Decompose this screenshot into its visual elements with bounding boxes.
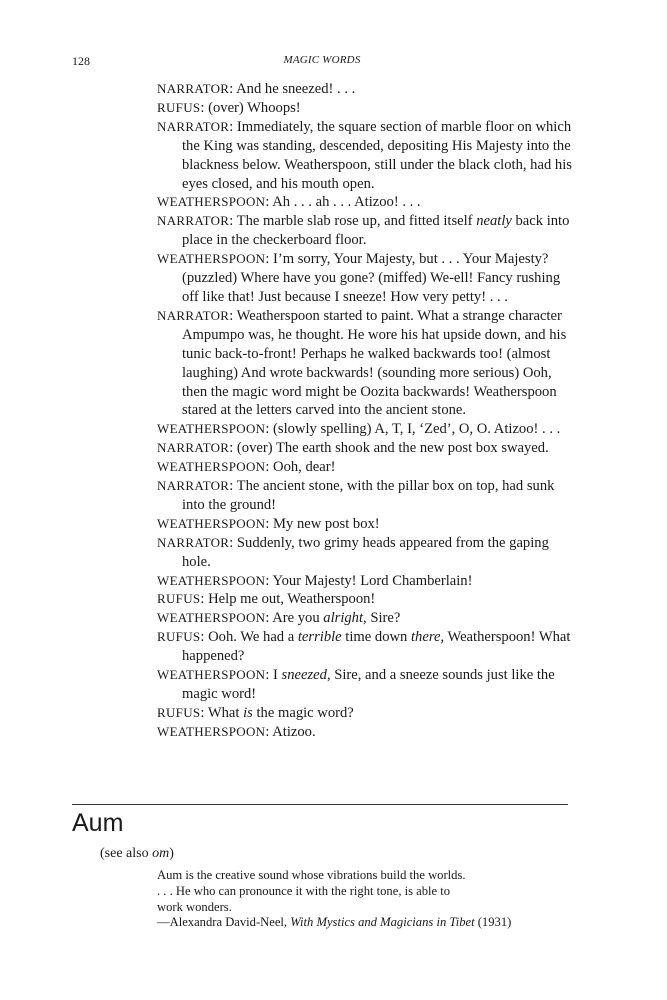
dialogue-text: : (slowly spelling) A, T, I, ‘Zed’, O, O. Atizoo! . . . bbox=[265, 421, 561, 438]
dialogue-text: the magic word? bbox=[252, 704, 354, 721]
dialogue-line bbox=[157, 99, 575, 118]
see-also-suffix: ) bbox=[169, 846, 174, 861]
dialogue-text: , Sire, and a sneeze sounds just like the magic word! bbox=[182, 667, 555, 702]
source-suffix: (1931) bbox=[474, 915, 512, 930]
dialogue-line bbox=[157, 704, 575, 723]
dialogue-text: : I’m sorry, Your Majesty, but . . . Your Majesty? (puzzled) Where have you gone? (miffed) We-ell! Fancy rushing off like that! Just because I sneeze! How very petty! . . . bbox=[182, 251, 561, 305]
speaker-name: WEATHERSPOON bbox=[157, 515, 266, 531]
section-divider bbox=[72, 804, 568, 805]
page-header bbox=[72, 54, 572, 70]
dialogue-text: : Weatherspoon started to paint. What a strange character Ampumpo was, he thought. He wore his hat upside down, and his tunic back-to-front! Perhaps he walked backwards too! (almost laughing) And wrote backwards! (sounding more serious) Ooh, then the magic word might be Oozita backwards! Weatherspoon stared at the letters carved into the ancient stone. bbox=[182, 307, 567, 419]
dialogue-text: : Help me out, Weatherspoon! bbox=[200, 591, 376, 608]
speaker-name: NARRATOR bbox=[157, 534, 230, 550]
dialogue-line bbox=[157, 80, 575, 99]
dialogue-text: : Ooh, dear! bbox=[265, 459, 336, 476]
dialogue-text: : And he sneezed! . . . bbox=[229, 81, 356, 97]
speaker-name: NARRATOR bbox=[157, 478, 230, 494]
dialogue-text: : Suddenly, two grimy heads appeared from the gaping hole. bbox=[182, 534, 549, 570]
dialogue-line bbox=[157, 723, 575, 742]
dialogue-line bbox=[157, 590, 575, 609]
emphasis-text: alright bbox=[323, 610, 364, 627]
dialogue-line bbox=[157, 628, 575, 666]
see-also bbox=[100, 846, 174, 862]
dialogue-text: : Ooh. We had a bbox=[200, 629, 298, 646]
dialogue-text: : My new post box! bbox=[265, 515, 380, 532]
source-prefix: —Alexandra David-Neel, bbox=[157, 915, 291, 930]
dialogue-line bbox=[157, 666, 575, 704]
emphasis-text: neatly bbox=[476, 213, 512, 230]
dialogue-line bbox=[157, 572, 575, 591]
speaker-name: RUFUS bbox=[157, 704, 201, 720]
speaker-name: NARRATOR bbox=[157, 307, 230, 323]
dialogue-line bbox=[157, 439, 575, 458]
emphasis-text: sneezed bbox=[281, 667, 327, 684]
speaker-name: RUFUS bbox=[157, 99, 201, 115]
dialogue-text: : Atizoo. bbox=[265, 723, 316, 740]
dialogue-text: , Weatherspoon! What happened? bbox=[182, 629, 571, 665]
speaker-name: RUFUS bbox=[157, 591, 201, 607]
dialogue-line bbox=[157, 420, 575, 439]
dialogue-line bbox=[157, 307, 575, 420]
speaker-name: NARRATOR bbox=[157, 213, 230, 229]
speaker-name: WEATHERSPOON bbox=[157, 194, 266, 210]
speaker-name: WEATHERSPOON bbox=[157, 421, 266, 437]
dialogue-text: : I bbox=[265, 667, 282, 684]
dialogue-text: : The marble slab rose up, and fitted itself bbox=[229, 213, 477, 230]
quote-line: Aum is the creative sound whose vibrations build the worlds. bbox=[157, 868, 466, 882]
speaker-name: WEATHERSPOON bbox=[157, 667, 266, 683]
dialogue-line bbox=[157, 118, 575, 194]
dialogue-text: : Immediately, the square section of marble floor on which the King was standing, descended, depositing His Majesty into the blackness below. Weatherspoon, still under the black cloth, had his eyes closed, and his mouth open. bbox=[182, 118, 572, 192]
dialogue-line bbox=[157, 609, 575, 628]
page-number: 128 bbox=[72, 54, 90, 68]
dialogue-text: : The ancient stone, with the pillar box on top, had sunk into the ground! bbox=[182, 478, 555, 513]
dialogue-line bbox=[157, 458, 575, 477]
dialogue-text: : (over) The earth shook and the new post box swayed. bbox=[229, 440, 549, 457]
speaker-name: WEATHERSPOON bbox=[157, 723, 266, 739]
speaker-name: WEATHERSPOON bbox=[157, 459, 266, 475]
dialogue-text: : What bbox=[200, 704, 244, 721]
dialogue-line bbox=[157, 250, 575, 307]
speaker-name: WEATHERSPOON bbox=[157, 251, 266, 267]
dialogue-text: : Your Majesty! Lord Chamberlain! bbox=[265, 572, 473, 589]
dialogue-line bbox=[157, 193, 575, 212]
dialogue-text: : Ah . . . ah . . . Atizoo! . . . bbox=[265, 194, 421, 211]
see-also-prefix: (see also bbox=[100, 846, 153, 861]
quote-line: . . . He who can pronounce it with the right tone, is able to bbox=[157, 883, 451, 898]
emphasis-text: is bbox=[243, 704, 253, 721]
dialogue-block bbox=[157, 80, 575, 742]
dialogue-text: : (over) Whoops! bbox=[200, 99, 301, 116]
see-also-term: om bbox=[152, 846, 170, 861]
dialogue-line bbox=[157, 515, 575, 534]
dialogue-line bbox=[157, 477, 575, 515]
dialogue-text: back into place in the checkerboard floor. bbox=[182, 213, 570, 249]
dialogue-text: time down bbox=[341, 629, 411, 646]
speaker-name: WEATHERSPOON bbox=[157, 610, 266, 626]
quote-source bbox=[157, 915, 537, 931]
dialogue-text: : Are you bbox=[265, 610, 324, 627]
speaker-name: RUFUS bbox=[157, 629, 201, 645]
quote-line: work wonders. bbox=[157, 899, 232, 914]
speaker-name: NARRATOR bbox=[157, 81, 230, 96]
dialogue-line bbox=[157, 534, 575, 572]
source-title: With Mystics and Magicians in Tibet bbox=[290, 915, 475, 930]
speaker-name: NARRATOR bbox=[157, 440, 230, 456]
epigraph-quote bbox=[157, 868, 537, 931]
dialogue-line bbox=[157, 212, 575, 250]
dialogue-text: , Sire? bbox=[363, 610, 401, 627]
speaker-name: NARRATOR bbox=[157, 118, 230, 134]
emphasis-text: there bbox=[410, 629, 441, 646]
entry-title: Aum bbox=[72, 809, 124, 837]
emphasis-text: terrible bbox=[297, 629, 342, 646]
running-head: MAGIC WORDS bbox=[283, 54, 361, 66]
speaker-name: WEATHERSPOON bbox=[157, 572, 266, 588]
